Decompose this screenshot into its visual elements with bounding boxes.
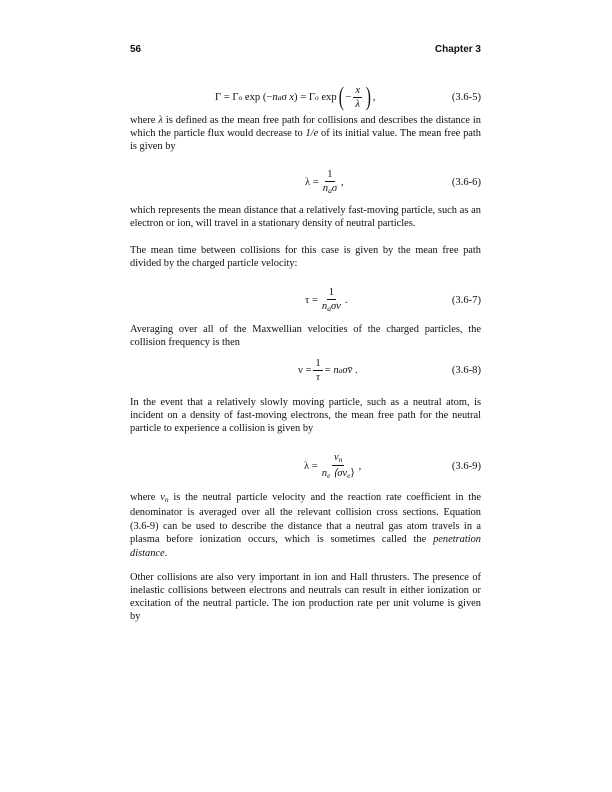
text: n <box>164 495 169 504</box>
eq-var: σv <box>330 301 341 312</box>
text: v <box>160 492 165 503</box>
eq-var: σ x <box>281 91 295 103</box>
equation-3-6-5 <box>130 80 481 114</box>
numerator: 1 <box>327 169 333 180</box>
paragraph: which represents the mean distance that a relatively fast-moving particle, such as an electron or ion, will travel in a stationary density of neutral particles. <box>130 205 481 230</box>
paragraph: Averaging over all of the Maxwellian velocities of the charged particles, the collision frequency is then <box>130 324 481 349</box>
page-number: 56 <box>130 44 142 55</box>
paragraph: Other collisions are also very important in ion and Hall thrusters. The presence of inelastic collisions between electrons and neutrals can result in either ionization or excitation of the neutral particle. The ion production rate per unit volume is given by <box>130 572 481 623</box>
eq-var: n <box>322 183 329 194</box>
eq-text: , <box>358 460 362 472</box>
fraction <box>321 169 339 195</box>
text: is defined as the mean free path for collisions and describes the distance in which the particle flux would decrease to <box>130 115 481 140</box>
equation-3-6-9 <box>130 449 481 483</box>
numerator: x <box>355 84 361 96</box>
eq-var: σ <box>331 183 338 194</box>
paragraph <box>130 491 481 560</box>
eq-text: λ = <box>304 460 318 472</box>
eq-var: σv̄ <box>342 364 353 376</box>
eq-sub: n <box>338 455 343 464</box>
text: . <box>164 547 168 559</box>
equation-3-6-8 <box>130 353 481 387</box>
text: where <box>130 492 161 503</box>
eq-sub: a <box>338 365 343 375</box>
eq-var: v <box>333 452 339 463</box>
fraction <box>353 85 362 110</box>
eq-text: exp <box>318 91 337 103</box>
eq-sub: e <box>347 471 351 480</box>
eq-var: ⟨σv <box>333 468 348 479</box>
denominator <box>320 300 343 313</box>
text: penetration distance <box>130 534 481 559</box>
eq-text: , <box>372 91 376 103</box>
right-paren: ) <box>365 82 371 111</box>
text: 1/e <box>305 128 319 140</box>
equation-number: (3.6-6) <box>451 176 481 188</box>
eq-var: n <box>321 301 328 312</box>
eq-text: λ = <box>305 176 319 188</box>
eq-sub: a <box>328 186 332 195</box>
chapter-title: Chapter 3 <box>434 44 481 55</box>
eq-var: n <box>333 364 339 376</box>
equation-3-6-7 <box>130 283 481 317</box>
text: λ <box>158 115 163 126</box>
eq-text: . <box>344 294 348 306</box>
equation-number: (3.6-8) <box>451 364 481 376</box>
eq-text: = <box>324 364 331 376</box>
eq-sub: o <box>238 92 243 102</box>
fraction <box>313 358 322 383</box>
text: is the neutral particle velocity and the reaction rate coefficient in the denominator is averaged over all the relevant collision cross sections. Equation (3.6-9) can be used to describe the distance that a neutral gas atom travels in a plasma before ionization occurs, which is sometimes called the <box>130 492 481 546</box>
eq-text: exp (− <box>242 91 273 103</box>
paragraph <box>130 114 481 153</box>
numerator <box>332 452 344 466</box>
denominator: τ <box>316 371 320 383</box>
equation-number: (3.6-9) <box>451 460 481 472</box>
eq-text: Γ = Γ <box>215 91 239 103</box>
text: where <box>130 115 159 126</box>
eq-var: n <box>272 91 278 103</box>
eq-text: ν = <box>298 364 312 376</box>
text: of its initial value. The mean free path is given by <box>130 128 481 153</box>
eq-sub: a <box>327 304 331 313</box>
denominator <box>320 466 357 480</box>
eq-sub: e <box>327 471 331 480</box>
eq-sub: a <box>277 92 282 102</box>
denominator <box>321 182 339 195</box>
fraction <box>320 287 343 313</box>
equation-number: (3.6-5) <box>451 91 481 103</box>
eq-sub: o <box>314 92 319 102</box>
eq-text: − <box>345 91 352 103</box>
eq-text: τ = <box>305 294 318 306</box>
eq-text: . <box>355 364 358 376</box>
eq-var: n <box>321 468 328 479</box>
fraction <box>320 452 357 480</box>
eq-text: ) = Γ <box>294 91 315 103</box>
numerator: 1 <box>315 357 321 369</box>
eq-text: , <box>341 176 344 188</box>
equation-3-6-6 <box>130 165 481 199</box>
paragraph: The mean time between collisions for this case is given by the mean free path divided by the charged particle velocity: <box>130 245 481 270</box>
left-paren: ( <box>338 82 344 111</box>
denominator: λ <box>355 98 360 110</box>
paragraph: In the event that a relatively slowly moving particle, such as a neutral atom, is incident on a density of fast-moving electrons, the mean free path for the neutral particle to experience a collision is given by <box>130 397 481 435</box>
eq-text: ⟩ <box>350 468 355 479</box>
equation-number: (3.6-7) <box>451 294 481 306</box>
numerator: 1 <box>328 287 335 298</box>
